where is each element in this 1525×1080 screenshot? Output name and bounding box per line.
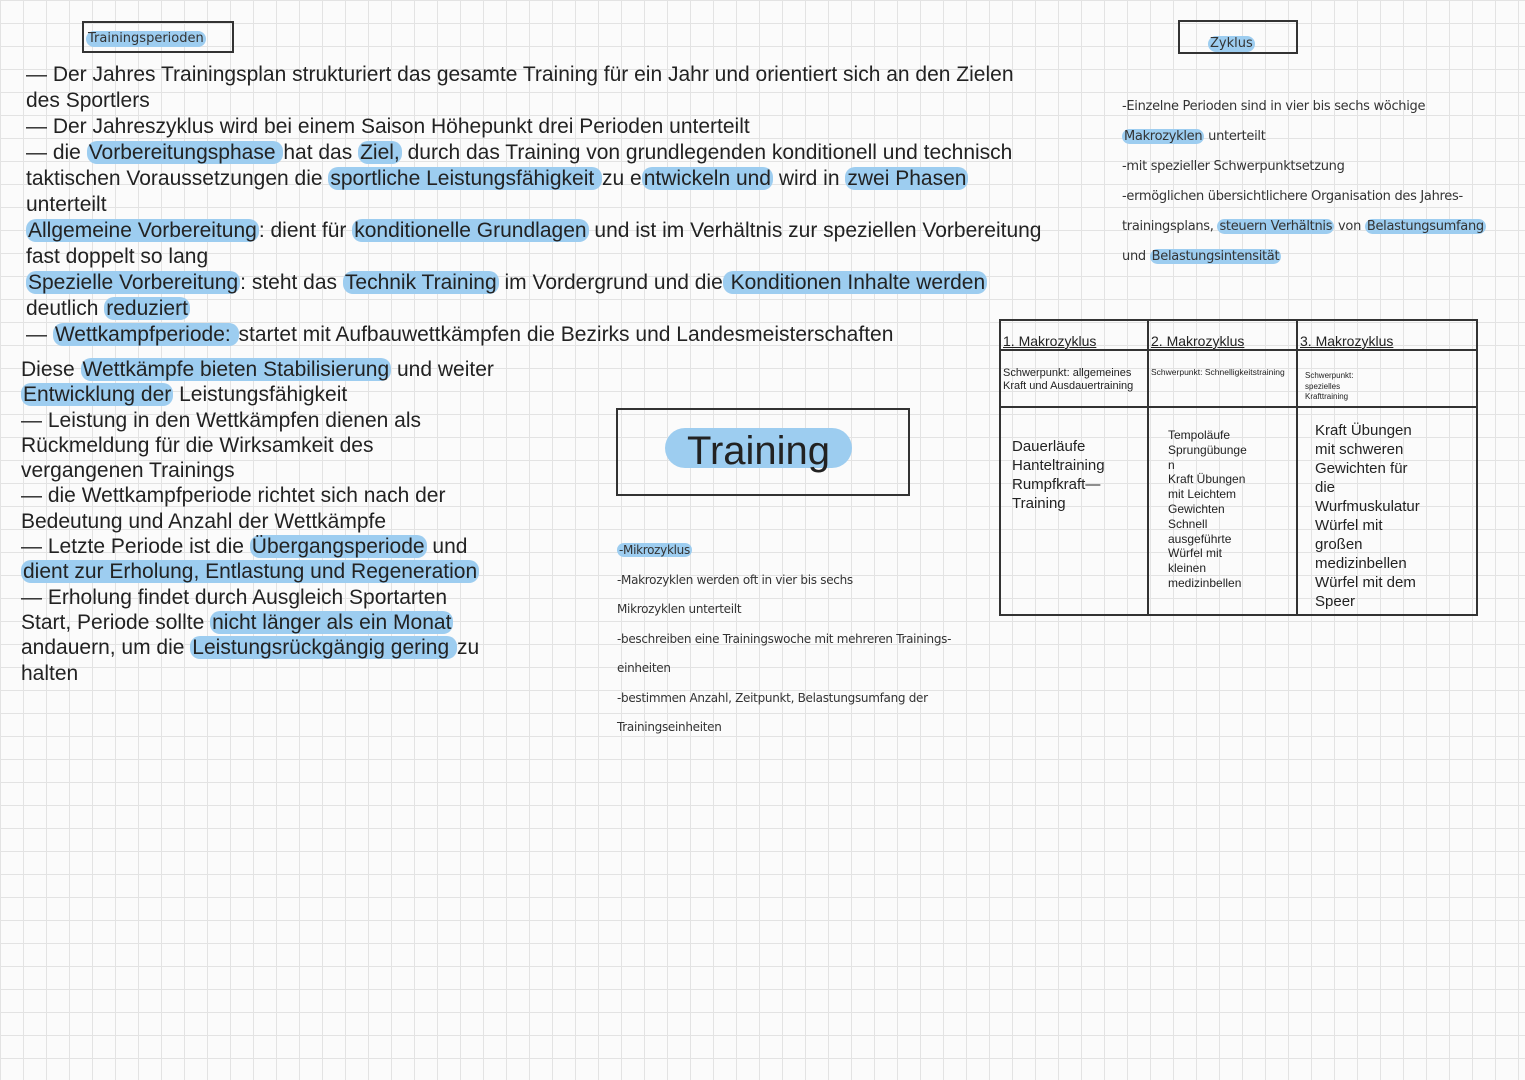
text-segment: Bedeutung und Anzahl der Wettkämpfe xyxy=(21,509,387,533)
highlighted-text: Ziel, xyxy=(360,141,400,164)
text-segment: Leistungsfähigkeit xyxy=(173,383,348,407)
highlighted-text: Belastungsumfang xyxy=(1366,219,1484,234)
cell-line: Schwerpunkt: Schnelligkeitstraining xyxy=(1151,367,1285,377)
text-segment: und xyxy=(1122,249,1150,264)
highlighted-text: Allgemeine Vorbereitung xyxy=(28,219,257,242)
text-segment: Start, Periode sollte xyxy=(21,610,211,634)
text-line xyxy=(21,635,521,660)
cell-line: Sprungübunge xyxy=(1168,442,1247,457)
highlighted-text: Vorbereitungsphase xyxy=(88,141,282,164)
highlighted-text: Entwicklung der xyxy=(23,383,172,407)
cell-line: Speer xyxy=(1315,593,1356,610)
cell-line: Krafttraining xyxy=(1305,392,1349,401)
text-segment: — die xyxy=(26,141,87,164)
highlighted-text: Übergangsperiode xyxy=(251,535,425,559)
cell-line: Schwerpunkt: allgemeines xyxy=(1003,367,1132,379)
highlighted-text: ntwickeln und xyxy=(643,167,771,190)
text-segment: Trainingseinheiten xyxy=(617,720,722,734)
content-cell-3 xyxy=(1297,407,1477,615)
cell-line: die xyxy=(1315,479,1336,496)
text-segment: -Einzelne Perioden sind in vier bis sechs wöchige xyxy=(1122,99,1426,114)
text-line xyxy=(21,433,521,458)
text-line xyxy=(21,559,521,584)
text-line xyxy=(21,382,521,407)
highlighted-text: nicht länger als ein Monat xyxy=(212,610,452,634)
text-line xyxy=(617,566,957,596)
cell-line: Dauerläufe xyxy=(1012,438,1086,455)
content-cell-2 xyxy=(1148,407,1297,615)
header-makrozyklus-3 xyxy=(1297,320,1477,350)
schwerpunkt-cell-3 xyxy=(1297,350,1477,407)
highlighted-text: Belastungsintensität xyxy=(1151,249,1280,264)
cell-line: Gewichten für xyxy=(1315,460,1408,477)
text-line xyxy=(21,458,521,483)
text-segment: -ermöglichen übersichtlichere Organisation des Jahres- xyxy=(1122,189,1463,204)
text-line xyxy=(21,357,521,382)
text-segment: -beschreiben eine Trainingswoche mit mehreren Trainings- xyxy=(617,631,952,646)
highlighted-text: Wettkampfperiode: xyxy=(54,323,237,346)
text-segment: trainingsplans, xyxy=(1122,219,1218,234)
cell-line: großen xyxy=(1315,536,1363,553)
text-line xyxy=(1122,182,1512,212)
header-makrozyklus-2 xyxy=(1148,320,1297,350)
text-segment: -mit spezieller Schwerpunktsetzung xyxy=(1122,159,1345,174)
cell-line: spezielles xyxy=(1305,381,1341,391)
text-line xyxy=(21,483,521,508)
text-line xyxy=(617,713,957,743)
text-line xyxy=(617,625,957,655)
text-segment: -Makrozyklen werden oft in vier bis sechs xyxy=(617,572,853,587)
text-segment: — xyxy=(26,323,53,346)
cell-line: Tempoläufe xyxy=(1168,428,1231,442)
text-segment: im Vordergrund und die xyxy=(498,271,723,294)
cell-line: medizinbellen xyxy=(1168,575,1242,590)
text-segment: und ist im Verhältnis zur speziellen Vorbereitung xyxy=(588,219,1042,242)
cell-line: Würfel mit dem xyxy=(1315,574,1416,591)
text-segment: des Sportlers xyxy=(26,89,150,112)
text-segment: Rückmeldung für die Wirksamkeit des xyxy=(21,433,374,457)
highlighted-text: sportliche Leistungsfähigkeit xyxy=(330,167,601,190)
cell-line: Wurfmuskulatur xyxy=(1315,498,1420,515)
text-line xyxy=(1122,152,1512,182)
cell-line: Training xyxy=(1012,495,1066,512)
highlighted-text: -Mikrozyklus xyxy=(619,543,690,557)
text-line xyxy=(21,509,521,534)
text-line xyxy=(26,140,1086,166)
text-segment: : steht das xyxy=(240,271,343,294)
cell-line: Schwerpunkt: xyxy=(1305,371,1354,380)
highlighted-text: Makrozyklen xyxy=(1124,129,1203,144)
text-segment: Mikrozyklen unterteilt xyxy=(617,602,742,616)
text-segment: — die Wettkampfperiode richtet sich nach der xyxy=(21,484,446,508)
highlighted-text: Technik Training xyxy=(344,271,497,294)
text-segment: unterteilt xyxy=(1204,129,1266,144)
cell-line: mit schweren xyxy=(1315,441,1404,458)
table-schwerpunkt-row xyxy=(1000,350,1477,407)
text-segment: halten xyxy=(21,661,79,685)
text-line xyxy=(26,218,1086,244)
text-line xyxy=(21,610,521,635)
text-line xyxy=(21,534,521,559)
schwerpunkt-cell-2 xyxy=(1148,350,1297,407)
cell-line: Würfel mit xyxy=(1168,546,1222,561)
cell-line: ausgeführte xyxy=(1168,531,1232,546)
text-line xyxy=(26,114,1086,140)
text-segment: taktischen Voraussetzungen die xyxy=(26,167,329,190)
text-segment: andauern, um die xyxy=(21,636,191,660)
cell-line: n xyxy=(1168,457,1175,472)
periods-text xyxy=(26,62,1086,348)
text-line xyxy=(1122,242,1512,272)
content-cell-1 xyxy=(1000,407,1148,615)
cell-line: mit Leichtem xyxy=(1168,487,1237,502)
text-segment: zu xyxy=(456,636,480,660)
header-label: 1. Makrozyklus xyxy=(1003,333,1097,349)
text-segment: unterteilt xyxy=(26,193,107,216)
makrozyklus-table xyxy=(999,319,1478,616)
highlighted-text: konditionelle Grundlagen xyxy=(354,219,587,242)
cell-line: Kraft Übungen xyxy=(1315,422,1412,439)
cell-line: Gewichten xyxy=(1168,501,1225,516)
cell-line: Kraft Übungen xyxy=(1168,472,1246,487)
text-segment: Diese xyxy=(21,358,81,381)
text-segment: und weiter xyxy=(391,358,494,381)
mikrozyklus-notes xyxy=(617,536,957,743)
text-line xyxy=(21,408,521,433)
cell-line: Schnell xyxy=(1168,516,1208,531)
text-line xyxy=(26,62,1086,88)
text-line xyxy=(26,166,1086,192)
periods-text-continued xyxy=(21,357,521,686)
training-label: Training xyxy=(665,428,852,468)
text-line xyxy=(617,684,957,714)
text-segment: hat das xyxy=(283,141,359,164)
text-line xyxy=(26,270,1086,296)
text-segment: von xyxy=(1334,219,1365,234)
text-segment: startet mit Aufbauwettkämpfen die Bezirks und Landesmeisterschaften xyxy=(238,323,894,346)
text-segment: — Der Jahreszyklus wird bei einem Saison Höhepunkt drei Perioden unterteilt xyxy=(26,115,750,138)
text-segment: — Leistung in den Wettkämpfen dienen als xyxy=(21,408,422,432)
cell-line: Rumpfkraft— xyxy=(1012,476,1101,493)
table-content-row xyxy=(1000,407,1477,615)
text-line xyxy=(26,88,1086,114)
text-line xyxy=(1122,92,1512,122)
text-line xyxy=(617,595,957,625)
text-segment: — Erholung findet durch Ausgleich Sportarten xyxy=(21,585,448,609)
text-line xyxy=(26,322,1086,348)
text-line xyxy=(617,536,957,566)
text-segment: vergangenen Trainings xyxy=(21,459,235,483)
cell-line: Kraft und Ausdauertraining xyxy=(1003,380,1134,392)
highlighted-text: steuern Verhältnis xyxy=(1219,219,1333,234)
text-segment: und xyxy=(426,535,468,559)
cell-line: kleinen xyxy=(1168,561,1207,576)
text-segment: fast doppelt so lang xyxy=(26,245,209,268)
text-line xyxy=(21,661,521,686)
text-segment: — Der Jahres Trainingsplan strukturiert das gesamte Training für ein Jahr und orientiert sich an den Zielen xyxy=(26,63,1014,86)
text-segment: — Letzte Periode ist die xyxy=(21,535,250,559)
text-segment: zu e xyxy=(602,167,642,190)
highlighted-text: Leistungsrückgängig gering xyxy=(192,636,455,660)
highlighted-text: Konditionen Inhalte werden xyxy=(724,271,986,294)
text-segment: deutlich xyxy=(26,297,105,320)
text-line xyxy=(617,654,957,684)
zyklus-notes xyxy=(1122,92,1512,272)
text-segment: durch das Training von grundlegenden konditionell und technisch xyxy=(401,141,1013,164)
text-segment: wird in xyxy=(773,167,846,190)
text-line xyxy=(1122,212,1512,242)
cell-line: medizinbellen xyxy=(1315,555,1407,572)
zyklus-title: Zyklus xyxy=(1210,36,1253,51)
highlighted-text: reduziert xyxy=(106,297,188,320)
highlighted-text: zwei Phasen xyxy=(847,167,967,190)
cell-line: Hanteltraining xyxy=(1012,457,1105,474)
highlighted-text: Spezielle Vorbereitung xyxy=(28,271,239,294)
text-segment: -bestimmen Anzahl, Zeitpunkt, Belastungsumfang der xyxy=(617,690,928,705)
periods-title: Trainingsperioden xyxy=(88,31,204,46)
highlighted-text: dient zur Erholung, Entlastung und Regeneration xyxy=(23,560,478,584)
schwerpunkt-cell-1 xyxy=(1000,350,1148,407)
text-line xyxy=(26,244,1086,270)
zyklus-title-box xyxy=(1178,20,1298,54)
text-line xyxy=(21,585,521,610)
header-label: 2. Makrozyklus xyxy=(1151,333,1245,349)
table-header-row xyxy=(1000,320,1477,350)
header-label: 3. Makrozyklus xyxy=(1300,333,1394,349)
text-line xyxy=(26,192,1086,218)
periods-title-box xyxy=(82,21,234,53)
text-line xyxy=(26,296,1086,322)
header-makrozyklus-1 xyxy=(1000,320,1148,350)
cell-line: Würfel mit xyxy=(1315,517,1383,534)
text-segment: einheiten xyxy=(617,661,671,675)
highlighted-text: Wettkämpfe bieten Stabilisierung xyxy=(82,358,390,381)
text-line xyxy=(1122,122,1512,152)
text-segment: : dient für xyxy=(258,219,353,242)
